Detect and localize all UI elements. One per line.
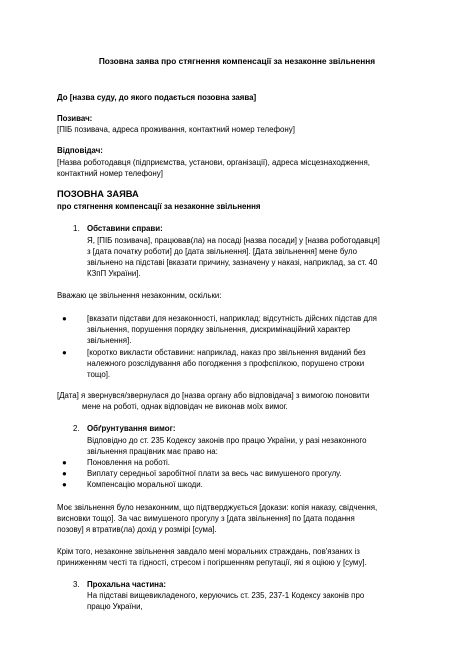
reason-line: звільнення]. <box>87 336 132 345</box>
moral-line: Крім того, незаконне звільнення завдало мені моральних страждань, пов'язаних із <box>57 547 360 556</box>
evidence-line: позову] я втратив(ла) дохід у розмірі [сума]. <box>57 525 217 534</box>
evidence-line: Моє звільнення було незаконним, що підтверджується [докази: копія наказу, свідчення, <box>57 503 378 512</box>
document-title: Позовна заява про стягнення компенсації за незаконне звільнення <box>98 56 376 66</box>
section-title: Прохальна частина: <box>87 580 166 589</box>
section-line: звільнення працівник має право на: <box>87 447 218 456</box>
plaintiff-label: Позивач: <box>57 114 93 123</box>
court-line: До [назва суду, до якого подається позовна заява] <box>57 93 257 102</box>
appeal-line: мене на роботі, однак відповідач не виконав моїх вимог. <box>82 402 288 411</box>
claim-subheading: про стягнення компенсації за незаконне звільнення <box>57 202 261 211</box>
bullet-icon: ● <box>62 458 67 467</box>
section-line: На підставі вищевикладеного, керуючись ст. 235, 237-1 Кодексу законів про <box>87 591 365 600</box>
claim-heading: ПОЗОВНА ЗАЯВА <box>57 189 139 199</box>
reason-line: [вказати підстави для незаконності, наприклад: відсутність дійсних підстав для <box>87 314 377 323</box>
defendant-line: контактний номер телефону] <box>57 169 163 178</box>
reason-line: тощо]. <box>87 370 111 379</box>
list-item: Виплату середньої заробітної плати за весь час вимушеного прогулу. <box>87 469 342 478</box>
section-number: 2. <box>73 424 80 433</box>
illegal-intro: Вважаю це звільнення незаконним, оскільки: <box>57 291 222 300</box>
list-item: Поновлення на роботі. <box>87 458 170 467</box>
section-title: Обставини справи: <box>87 224 163 233</box>
section-title: Обґрунтування вимог: <box>87 424 176 433</box>
reason-line: належного розслідування або погодження з профспілкою, порушено строки <box>87 359 365 368</box>
defendant-label: Відповідач: <box>57 146 103 155</box>
section-line: з [дата початку роботи] до [дата звільнення]. [Дата звільнення] мене було <box>87 247 358 256</box>
moral-line: приниженням честі та гідності, стресом і погіршенням репутації, які я оціюю у [суму]. <box>57 558 367 567</box>
section-line: працю України, <box>87 602 143 611</box>
plaintiff-value: [ПІБ позивача, адреса проживання, контактний номер телефону] <box>57 125 295 134</box>
appeal-line: [Дата] я звернувся/звернулася до [назва органу або відповідача] з вимогою поновити <box>57 391 370 400</box>
bullet-icon: ● <box>62 348 67 357</box>
list-item: Компенсацію моральної шкоди. <box>87 480 203 489</box>
section-number: 1. <box>73 224 80 233</box>
section-line: звільнено на підставі [вказати причину, зазначену у наказі, наприклад, за ст. 40 <box>87 258 378 267</box>
evidence-line: висновки тощо]. За час вимушеного прогулу з [дата звільнення] по [дата подання <box>57 514 355 523</box>
bullet-icon: ● <box>62 480 67 489</box>
section-number: 3. <box>73 580 80 589</box>
section-line: КЗпП України]. <box>87 269 141 278</box>
defendant-line: [Назва роботодавця (підприємства, установи, організації), адреса місцезнаходження, <box>57 158 370 167</box>
bullet-icon: ● <box>62 314 67 323</box>
reason-line: звільнення, порушення порядку звільнення, дискримінаційний характер <box>87 325 351 334</box>
section-line: Відповідно до ст. 235 Кодексу законів про працю України, у разі незаконного <box>87 436 367 445</box>
bullet-icon: ● <box>62 469 67 478</box>
reason-line: [коротко викласти обставини: наприклад, наказ про звільнення виданий без <box>87 348 366 357</box>
section-line: Я, [ПІБ позивача], працював(ла) на посаді [назва посади] у [назва роботодавця] <box>87 236 380 245</box>
